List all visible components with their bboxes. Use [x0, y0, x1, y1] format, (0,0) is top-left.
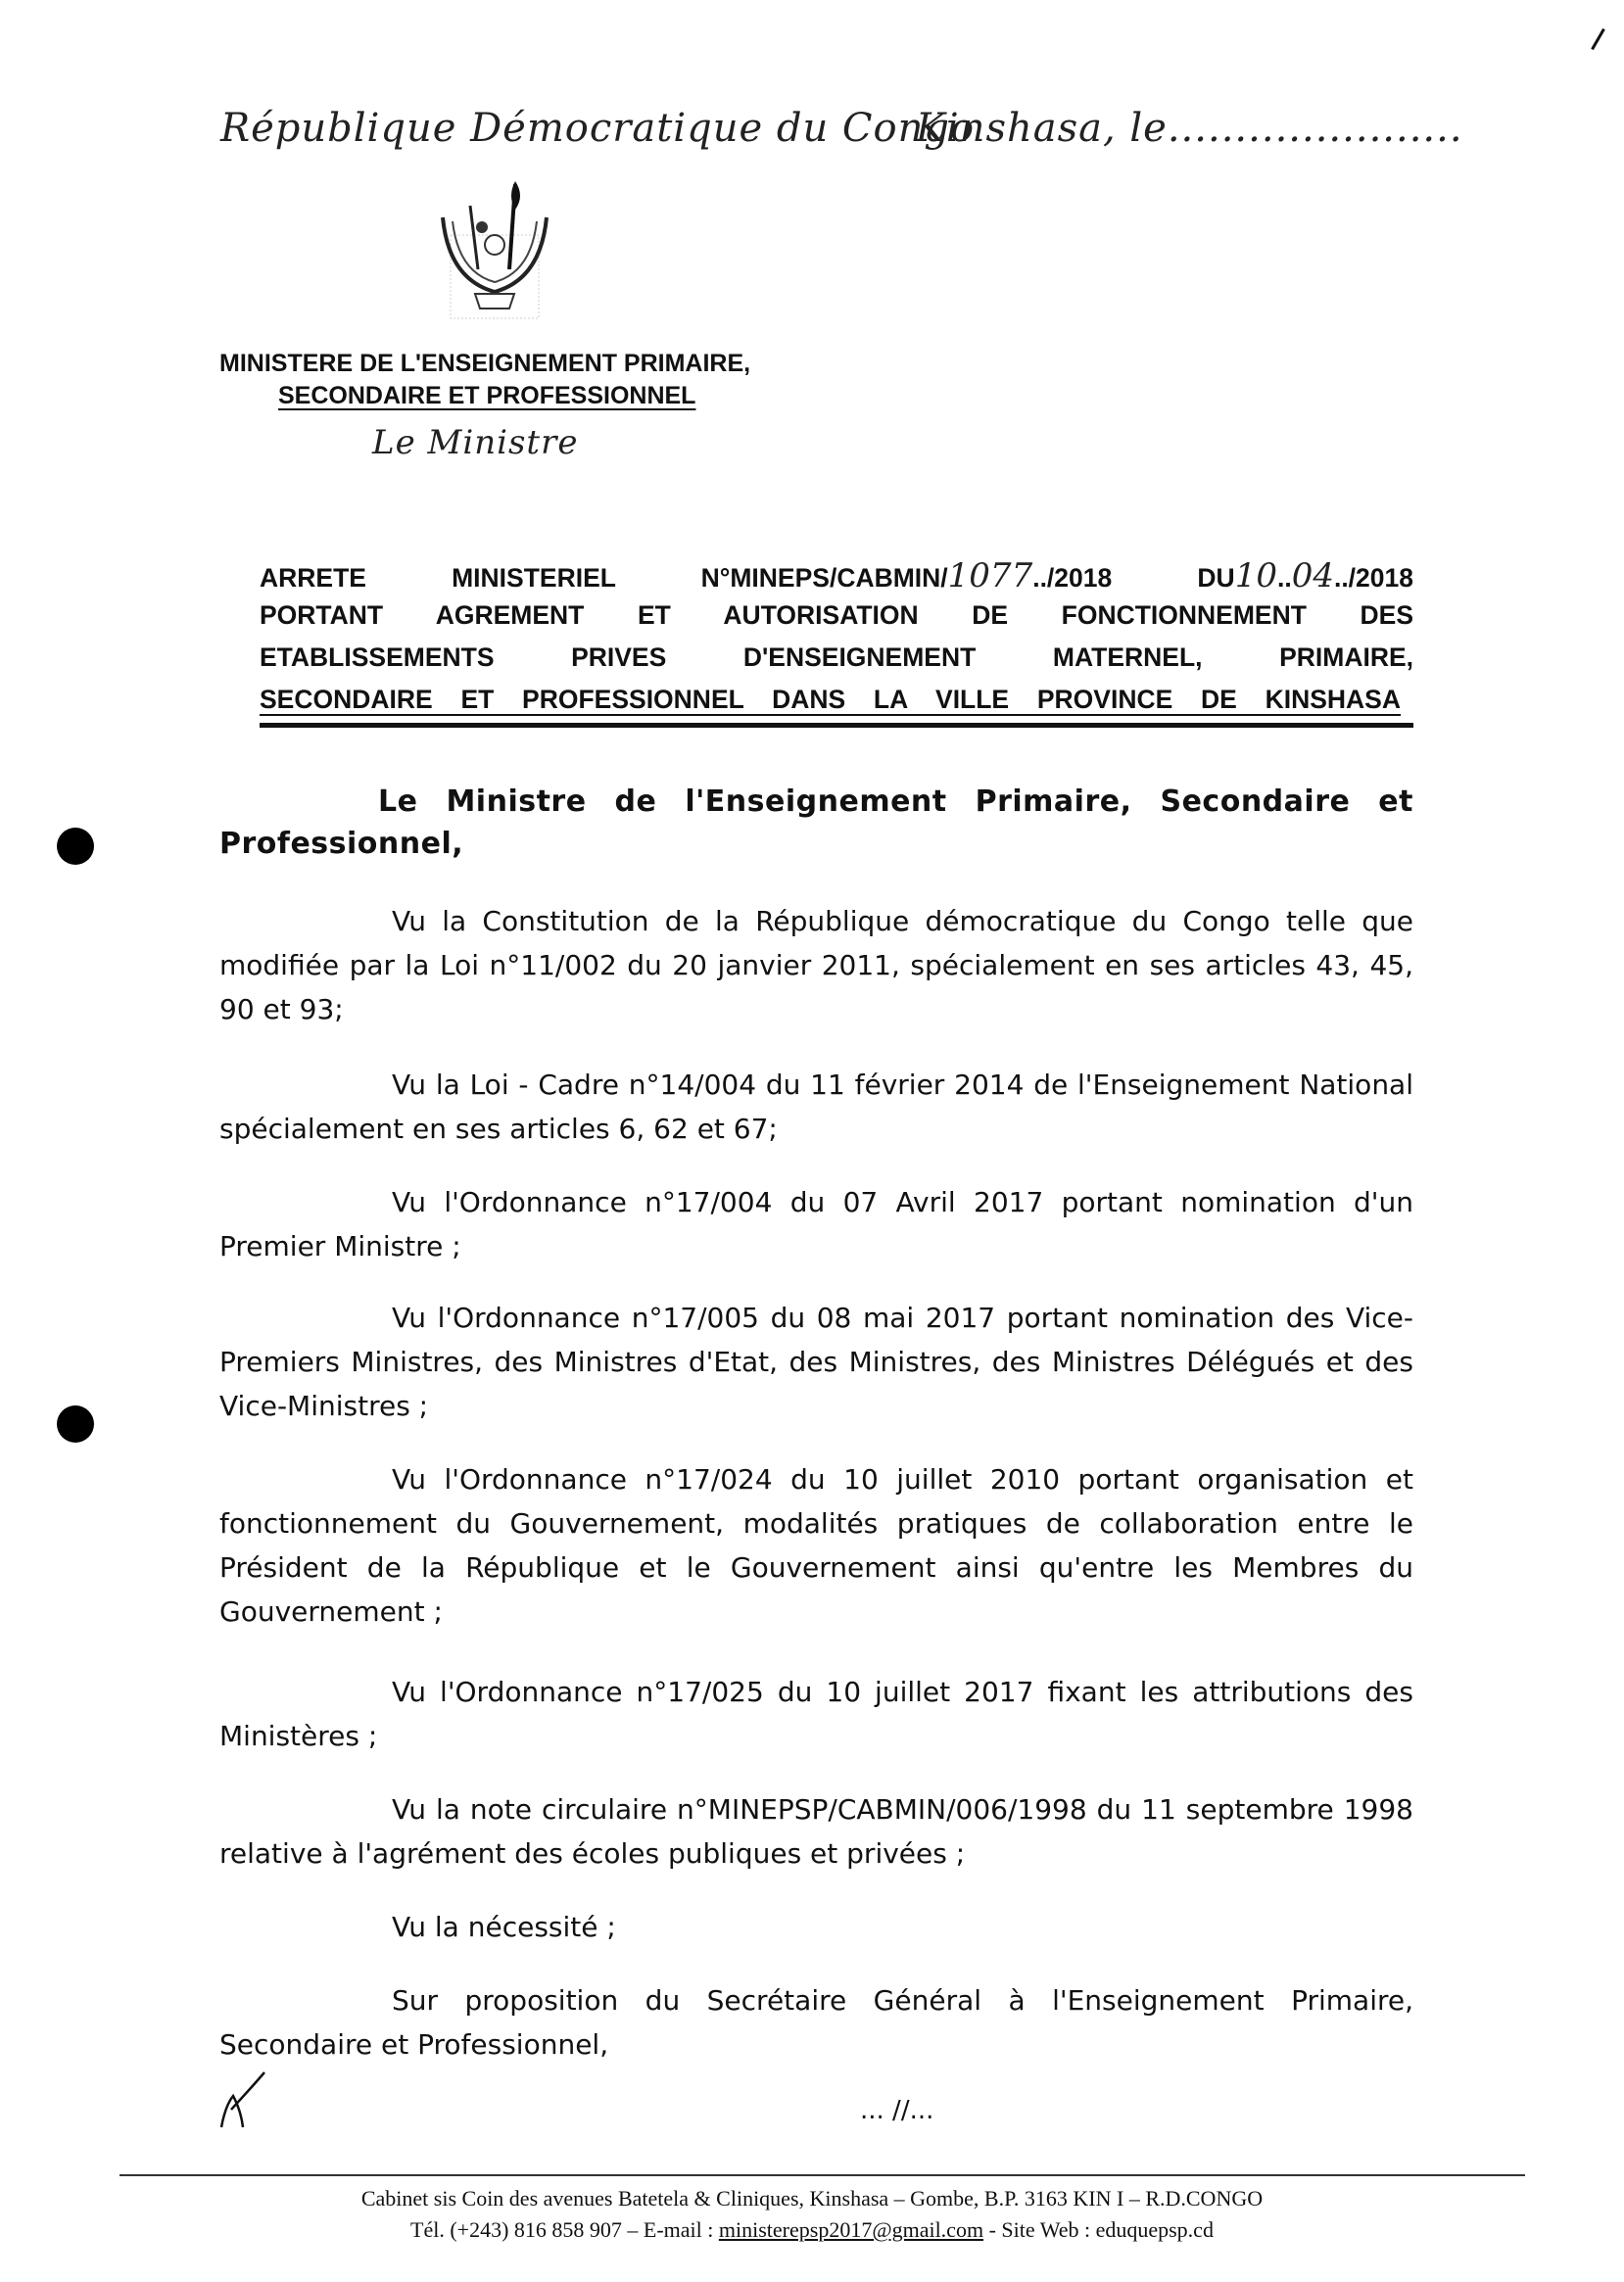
handwritten-initials: [214, 2067, 272, 2135]
punch-hole-mark-top: [57, 828, 94, 865]
coat-of-arms-emblem: [431, 176, 558, 323]
decree-number-handwritten: 1077: [947, 556, 1033, 595]
considerant-constitution: Vu la Constitution de la République démocratique du Congo telle que modifiée par la Loi n°11/002 du 20 janvier 2011, spécialement en ses articles 43, 45, 90 et 93;: [219, 905, 1413, 1025]
considerant-ordonnance-17-004: Vu l'Ordonnance n°17/004 du 07 Avril 2017 portant nomination d'un Premier Ministre ;: [219, 1186, 1413, 1262]
continuation-mark: ... //...: [860, 2096, 934, 2125]
punch-hole-mark-bottom: [57, 1405, 94, 1443]
footer-email-link[interactable]: ministerepsp2017@gmail.com: [718, 2217, 984, 2242]
considerant-necessite: Vu la nécessité ;: [392, 1911, 616, 1943]
ministry-name-line1: MINISTERE DE L'ENSEIGNEMENT PRIMAIRE,: [219, 350, 751, 377]
considerant-ordonnance-17-024: Vu l'Ordonnance n°17/024 du 10 juillet 2010 portant organisation et fonctionnement du Gouvernement, modalités pratiques de collaboration entre le Président de la République et le Gouvernement ainsi qu'entre les Membres du Gouvernement ;: [219, 1463, 1413, 1628]
corner-pen-mark: [1591, 28, 1605, 50]
footer-address: Cabinet sis Coin des avenues Batetela & Cliniques, Kinshasa – Gombe, B.P. 3163 KIN I – R.D.CONGO: [360, 2186, 1264, 2211]
footer-contact: Tél. (+243) 816 858 907 – E-mail : ministerepsp2017@gmail.com - Site Web : eduquepsp.cd: [410, 2217, 1214, 2242]
considerant-loi-cadre: Vu la Loi - Cadre n°14/004 du 11 février 2014 de l'Enseignement National spécialement en ses articles 6, 62 et 67;: [219, 1069, 1413, 1145]
republic-heading: République Démocratique du Congo: [220, 106, 976, 151]
decree-title-line2: PORTANT AGREMENT ET AUTORISATION DE FONCTIONNEMENT DES: [260, 600, 1413, 630]
sur-proposition: Sur proposition du Secrétaire Général à l'Enseignement Primaire, Secondaire et Professionnel,: [219, 1984, 1413, 2061]
preamble: Le Ministre de l'Enseignement Primaire, Secondaire et Professionnel,: [219, 784, 1413, 861]
decree-day-handwritten: 10: [1234, 556, 1277, 595]
considerant-ordonnance-17-005: Vu l'Ordonnance n°17/005 du 08 mai 2017 portant nomination des Vice-Premiers Ministres, des Ministres d'Etat, des Ministres, des Ministres Délégués et des Vice-Ministres ;: [219, 1302, 1413, 1422]
footer-divider: [119, 2174, 1525, 2176]
title-divider: [260, 723, 1413, 728]
decree-title-line3: ETABLISSEMENTS PRIVES D'ENSEIGNEMENT MATERNEL, PRIMAIRE,: [260, 642, 1413, 672]
decree-month-handwritten: 04: [1291, 556, 1334, 595]
considerant-note-circulaire: Vu la note circulaire n°MINEPSP/CABMIN/006/1998 du 11 septembre 1998 relative à l'agrément des écoles publiques et privées ;: [219, 1793, 1413, 1870]
decree-title-line4: SECONDAIRE ET PROFESSIONNEL DANS LA VILLE PROVINCE DE KINSHASA: [260, 685, 1401, 714]
decree-title-line1: ARRETE MINISTERIEL N°MINEPS/CABMIN/1077../2018 DU10..04../2018: [260, 556, 1413, 595]
place-date: Kinshasa, le......................: [916, 106, 1463, 151]
considerant-ordonnance-17-025: Vu l'Ordonnance n°17/025 du 10 juillet 2017 fixant les attributions des Ministères ;: [219, 1676, 1413, 1752]
ministry-name-line2: SECONDAIRE ET PROFESSIONNEL: [278, 382, 696, 409]
le-ministre-signature-title: Le Ministre: [372, 423, 579, 462]
